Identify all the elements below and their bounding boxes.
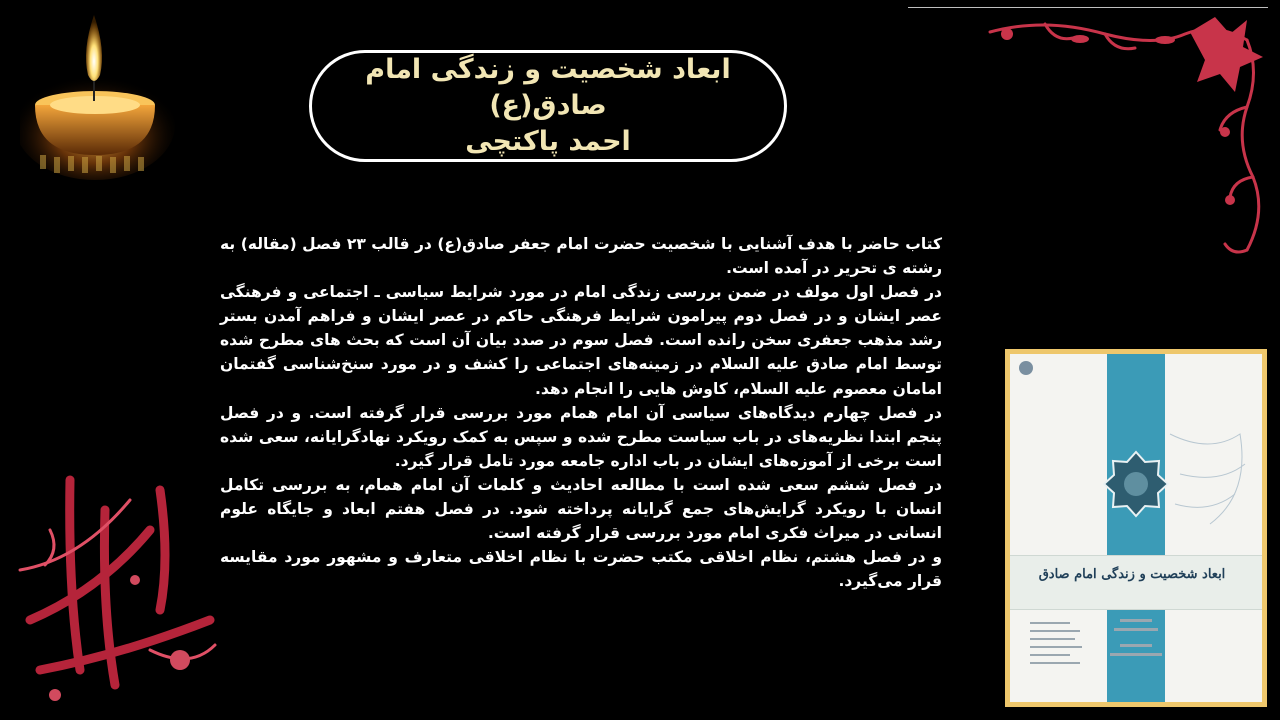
paragraph: کتاب حاضر با هدف آشنایی با شخصیت حضرت امام جعفر صادق(ع) در قالب ۲۳ فصل (مقاله) به رشته ی تحریر در آمده است. (220, 235, 942, 278)
calligraphy-artwork (10, 470, 230, 710)
title-heading: ابعاد شخصیت و زندگی امام صادق(ع) (365, 54, 731, 121)
top-divider-line (908, 7, 1268, 8)
book-cover-inner (1010, 354, 1262, 702)
book-cover-title-strip (1010, 555, 1262, 610)
paragraph: در فصل ششم سعی شده است با مطالعه احادیث و کلمات آن امام همام، به بررسی تکامل انسان با رویکرد گرایش‌های جمع گرایانه پرداخته شود. در فصل هفتم ابعاد و جایگاه علوم انسانی در میراث فکری امام مورد بررسی قرار گرفته است. (220, 475, 942, 543)
book-cover-pattern (1010, 354, 1262, 702)
book-cover-image (1005, 349, 1267, 707)
body-text (220, 232, 942, 593)
paragraph: در فصل اول مولف در ضمن بررسی زندگی امام در مورد شرایط سیاسی ـ اجتماعی و فرهنگی عصر ایشان و در فصل دوم پیرامون شرایط فرهنگی حاکم در عصر ایشان و فراهم آمدن بستر رشد مذهب جعفری سخن رانده است. فصل سوم در صدد بیان آن است که بحث های مطرح شده توسط امام صادق علیه السلام در زمینه‌های اجتماعی را کشف و در مورد سنخ‌شناسی گفتمان امامان معصوم علیه السلام، کاوش هایی را انجام دهد. (220, 283, 942, 398)
book-cover-medallion (1104, 452, 1168, 516)
title-author: احمد پاکتچی (465, 126, 631, 157)
paragraph: در فصل چهارم دیدگاه‌های سیاسی آن امام همام مورد بررسی قرار گرفته است. و در فصل پنجم ابتدا نظریه‌های در باب سیاست مطرح شده و سپس به کمک رویکرد نهادگرایانه، سعی شده است برخی از آموزه‌های ایشان در باب اداره جامعه مورد تامل قرار گیرد. (220, 403, 942, 470)
floral-ornament-icon (985, 12, 1275, 262)
book-cover-title: ابعاد شخصیت و زندگی امام صادق (1038, 567, 1226, 582)
title-box (309, 50, 787, 162)
paragraph: و در فصل هشتم، نظام اخلاقی مکتب حضرت با نظام اخلاقی متعارف و مشهور مورد مقایسه قرار می‌گیرد. (220, 548, 942, 591)
candle-image (20, 5, 180, 180)
